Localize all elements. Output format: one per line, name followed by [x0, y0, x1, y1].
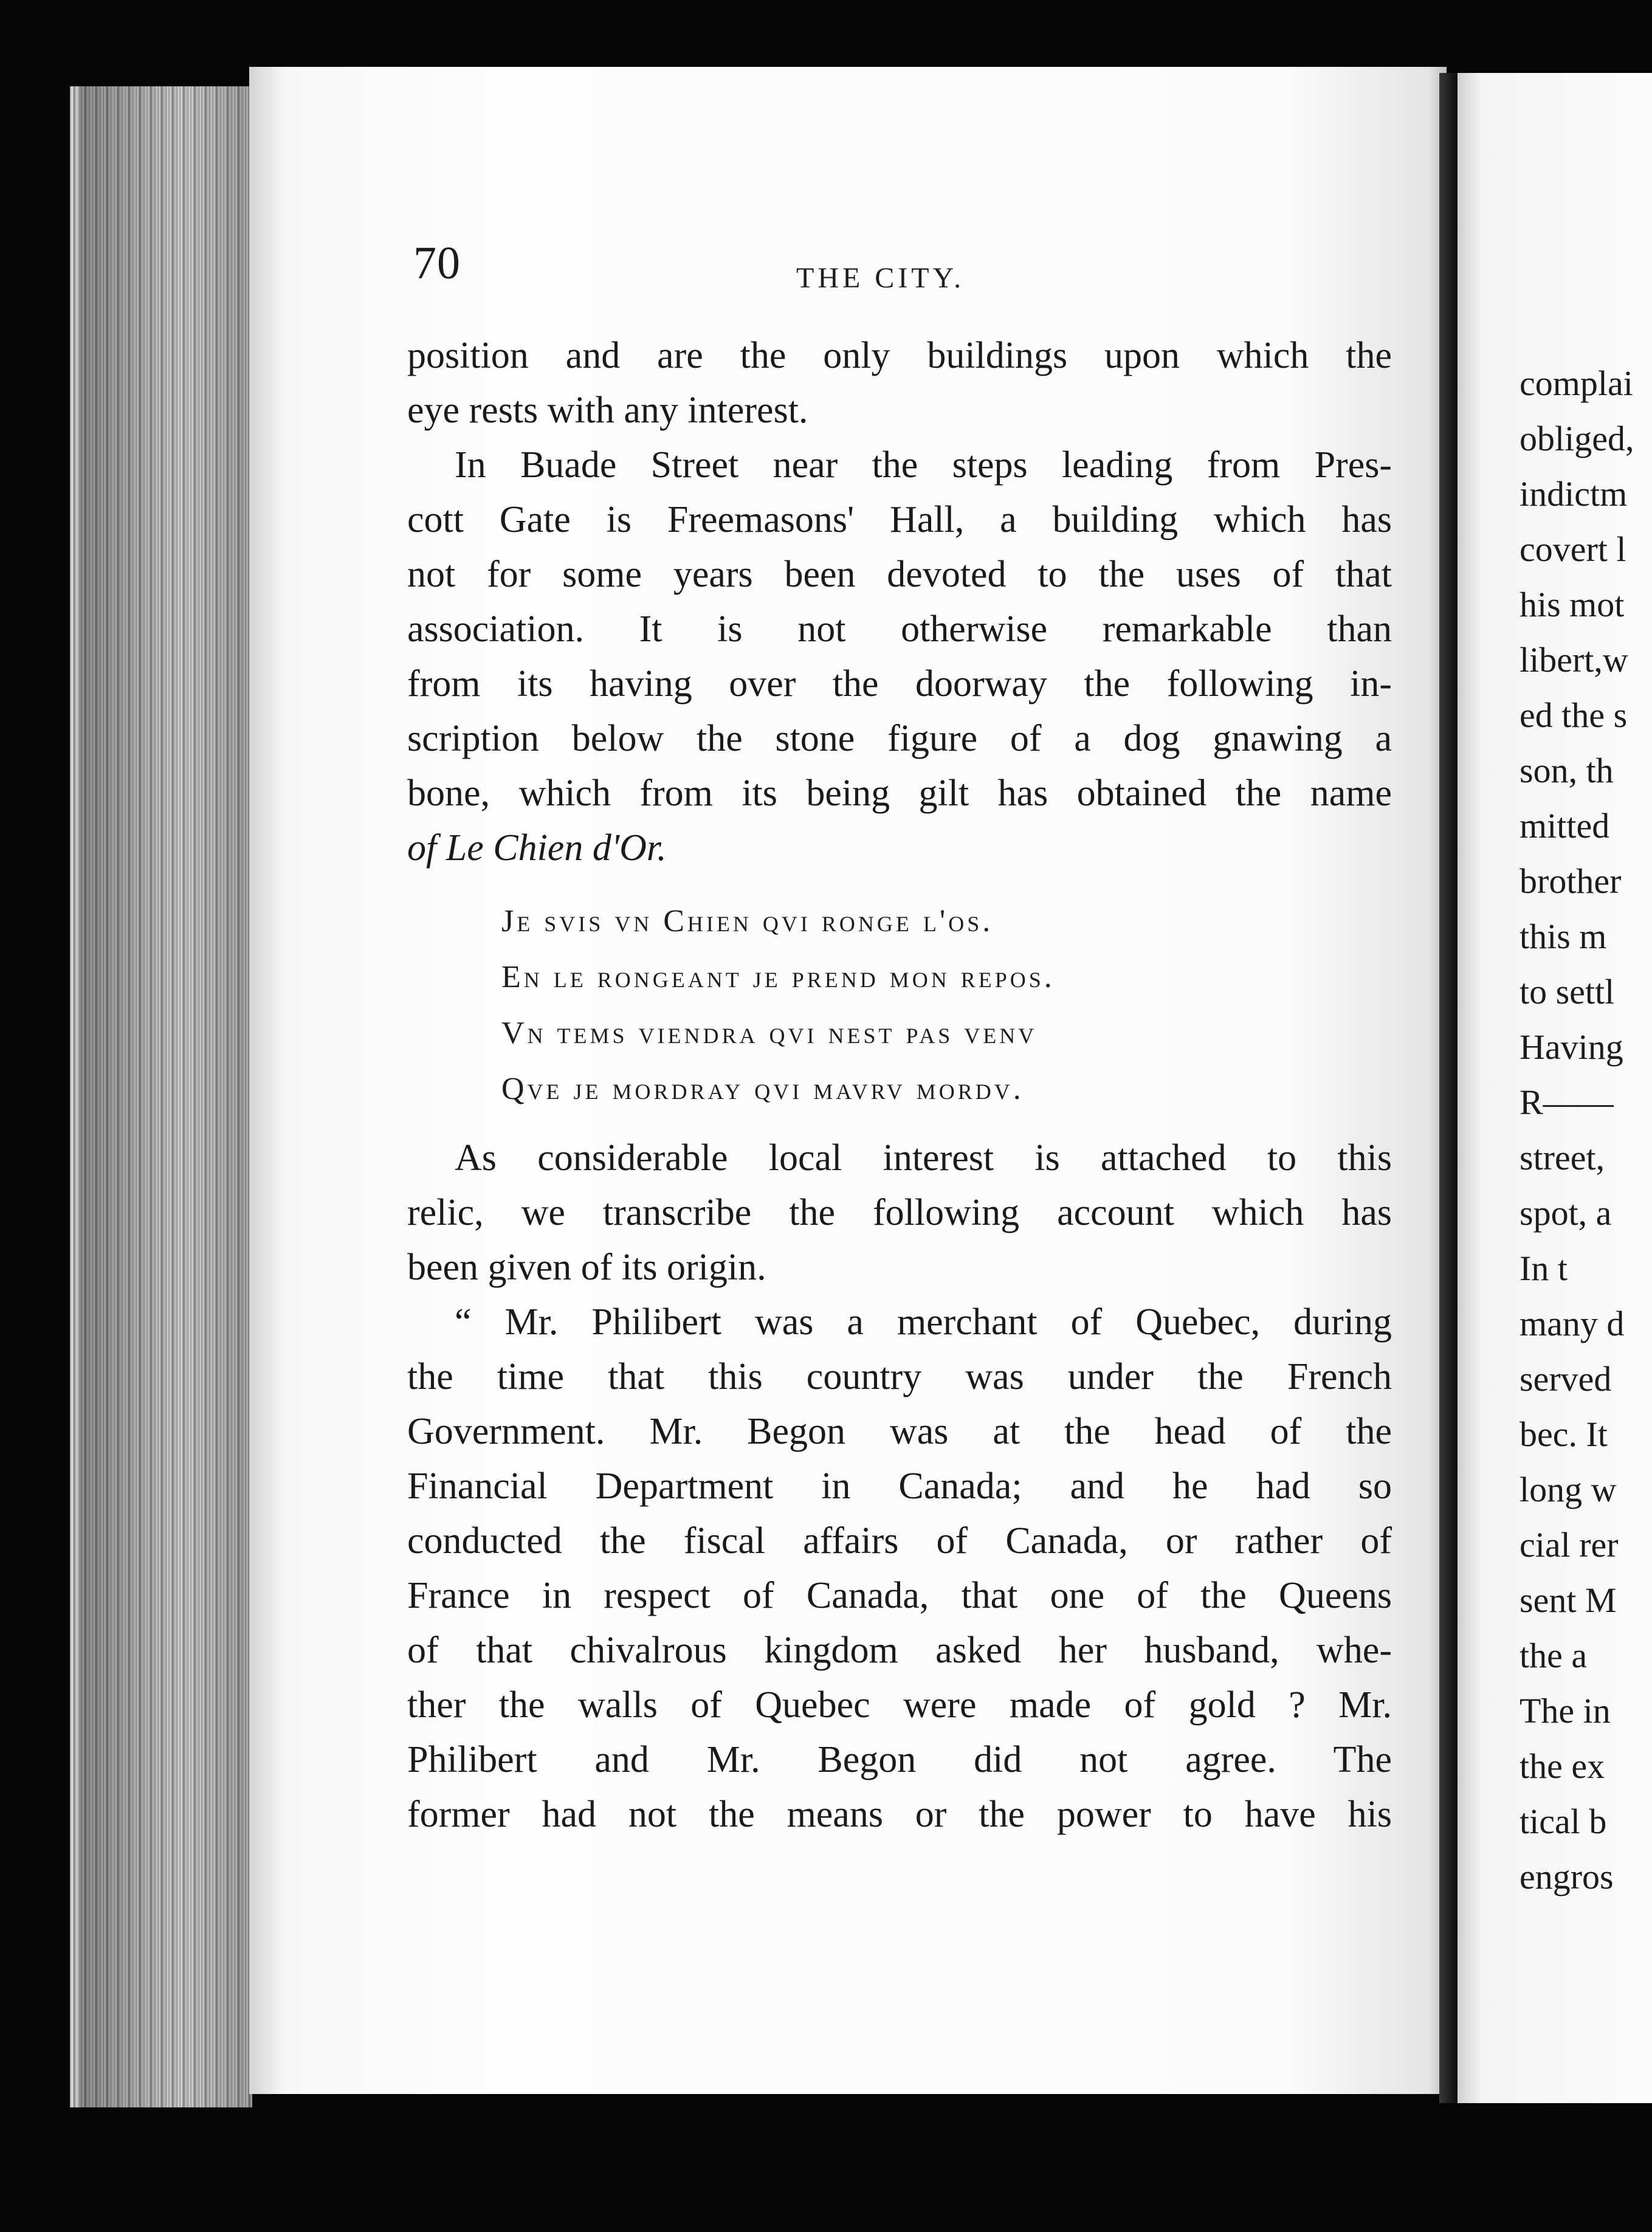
page-number: 70: [413, 238, 461, 289]
fragment-line: the a: [1519, 1636, 1588, 1675]
fragment-line: R——: [1519, 1083, 1614, 1122]
text-line: As considerable local interest is attached to this: [455, 1137, 1392, 1179]
fragment-line: cial rer: [1519, 1525, 1619, 1565]
running-head-title: THE CITY.: [796, 262, 965, 294]
text-line: In Buade Street near the steps leading from Pres-: [455, 444, 1392, 486]
text-line: France in respect of Canada, that one of the Queens: [407, 1575, 1392, 1616]
fragment-line: covert l: [1519, 529, 1626, 569]
inscription-line: En le rongeant je prend mon repos.: [501, 960, 1055, 994]
fragment-line: bec. It: [1519, 1414, 1608, 1454]
text-line: conducted the fiscal affairs of Canada, or rather of: [407, 1520, 1392, 1562]
text-line: former had not the means or the power to have his: [407, 1794, 1392, 1835]
fragment-line: libert,w: [1519, 640, 1628, 680]
text-line: Government. Mr. Begon was at the head of the: [407, 1411, 1392, 1452]
fragment-line: his mot: [1519, 585, 1625, 624]
text-line: of that chivalrous kingdom asked her husband, whe-: [407, 1630, 1392, 1671]
fragment-line: to settl: [1519, 972, 1615, 1011]
fragment-line: many d: [1519, 1304, 1625, 1343]
fragment-line: In t: [1519, 1249, 1568, 1288]
text-line: “ Mr. Philibert was a merchant of Quebec, during: [455, 1301, 1392, 1343]
text-line: ther the walls of Quebec were made of gold ? Mr.: [407, 1684, 1392, 1726]
text-line: association. It is not otherwise remarkable than: [407, 608, 1392, 650]
fragment-line: the ex: [1519, 1746, 1605, 1786]
body-text-top: [407, 328, 1392, 875]
fragment-line: ed the s: [1519, 695, 1628, 735]
text-line: position and are the only buildings upon which the: [407, 335, 1392, 376]
fragment-line: complai: [1519, 363, 1633, 403]
text-line: bone, which from its being gilt has obtained the name: [407, 773, 1392, 814]
page-edges-shadow: [79, 86, 252, 2107]
text-line: eye rests with any interest.: [407, 390, 808, 431]
fragment-line: engros: [1519, 1857, 1614, 1896]
inscription-line: Qve je mordray qvi mavrv mordv.: [501, 1072, 1024, 1106]
text-line: relic, we transcribe the following account which has: [407, 1192, 1392, 1233]
text-line: been given of its origin.: [407, 1247, 766, 1288]
fragment-line: son, th: [1519, 751, 1614, 790]
fragment-line: sent M: [1519, 1580, 1617, 1620]
body-text-bottom: [407, 1131, 1392, 1842]
fragment-line: long w: [1519, 1470, 1617, 1509]
fragment-line: The in: [1519, 1691, 1611, 1731]
text-line: Philibert and Mr. Begon did not agree. The: [407, 1739, 1392, 1780]
inscription: [501, 894, 1261, 1117]
fragment-line: brother: [1519, 861, 1622, 901]
fragment-line: spot, a: [1519, 1193, 1612, 1233]
fragment-line: mitted: [1519, 806, 1610, 846]
fragment-line: indictm: [1519, 474, 1628, 514]
book-gutter: [1439, 73, 1458, 2103]
text-line: Financial Department in Canada; and he had so: [407, 1466, 1392, 1507]
fragment-line: served: [1519, 1359, 1612, 1399]
fragment-line: tical b: [1519, 1802, 1607, 1841]
text-line: the time that this country was under the French: [407, 1356, 1392, 1397]
text-line: not for some years been devoted to the uses of that: [407, 554, 1392, 595]
text-line: from its having over the doorway the following in-: [407, 663, 1392, 704]
text-line: of Le Chien d'Or.: [407, 827, 667, 869]
inscription-line: Je svis vn Chien qvi ronge l'os.: [501, 904, 994, 939]
fragment-line: street,: [1519, 1138, 1605, 1177]
fragment-line: obliged,: [1519, 419, 1634, 458]
text-line: cott Gate is Freemasons' Hall, a building which has: [407, 499, 1392, 540]
fragment-line: this m: [1519, 917, 1607, 956]
inscription-line: Vn tems viendra qvi nest pas venv: [501, 1016, 1038, 1050]
text-line: scription below the stone figure of a dog gnawing a: [407, 718, 1392, 759]
fragment-line: Having: [1519, 1027, 1623, 1067]
right-page-text: [1519, 356, 1652, 1904]
